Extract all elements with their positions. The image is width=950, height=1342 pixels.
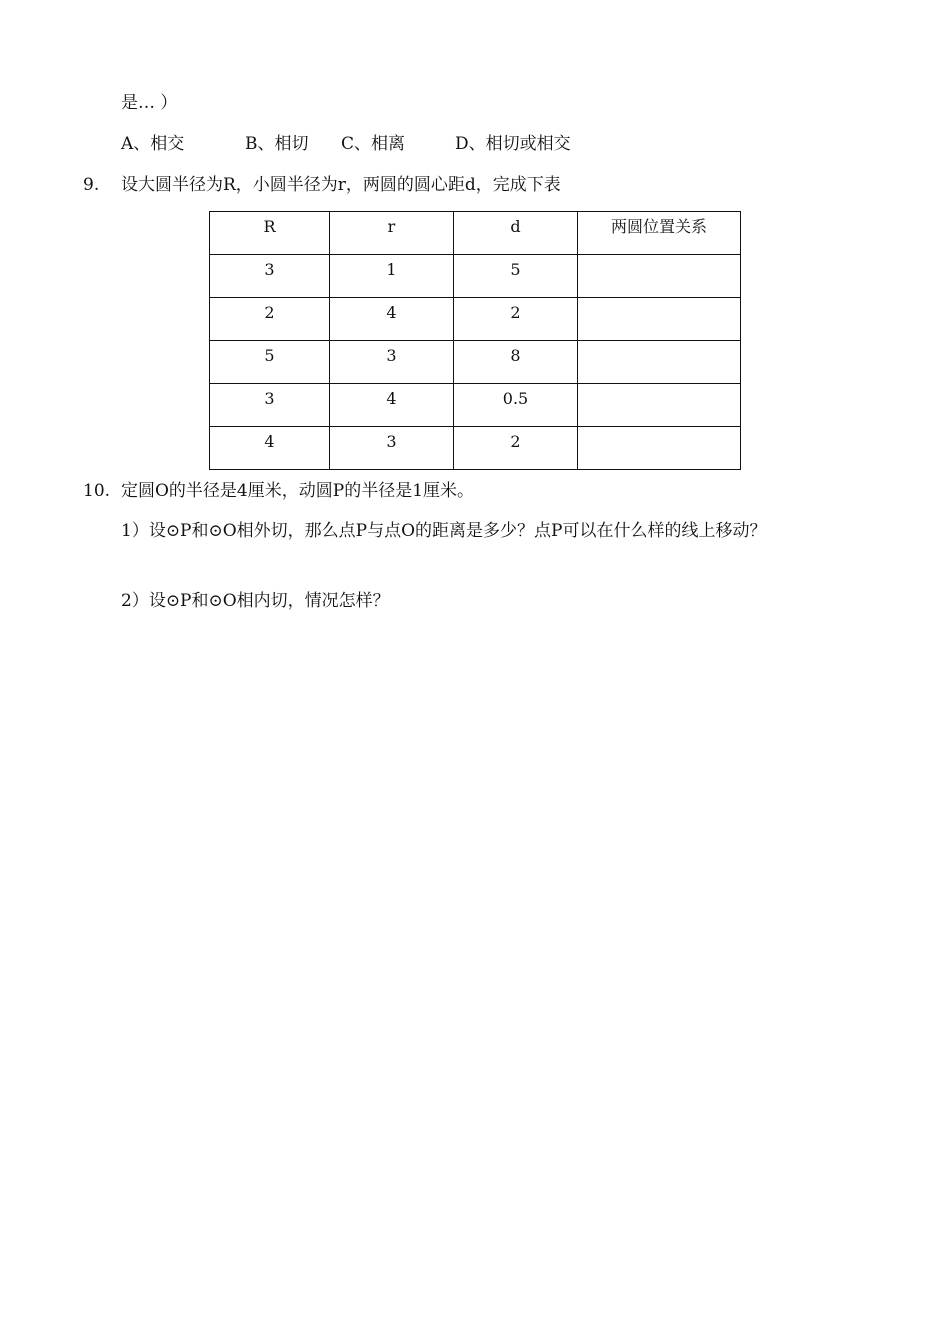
cell-d: 5	[454, 255, 578, 298]
cell-d: 2	[454, 427, 578, 470]
cell-relation	[578, 427, 741, 470]
header-r: r	[330, 212, 454, 255]
table-header-row	[210, 212, 741, 255]
cell-d: 2	[454, 298, 578, 341]
cell-r: 4	[330, 384, 454, 427]
q10-number: 10.	[83, 481, 111, 501]
cell-R: 5	[210, 341, 330, 384]
cell-r: 3	[330, 427, 454, 470]
cell-relation	[578, 255, 741, 298]
cell-r: 1	[330, 255, 454, 298]
header-d: d	[454, 212, 578, 255]
q8-option-d: D、相切或相交	[455, 134, 571, 154]
table-row	[210, 427, 741, 470]
table-row	[210, 298, 741, 341]
cell-relation	[578, 341, 741, 384]
cell-R: 3	[210, 255, 330, 298]
cell-R: 2	[210, 298, 330, 341]
table-row	[210, 255, 741, 298]
cell-d: 8	[454, 341, 578, 384]
cell-d: 0.5	[454, 384, 578, 427]
q8-continuation: 是… ）	[121, 93, 178, 113]
q10-part1: 1）设⊙P和⊙O相外切，那么点P与点O的距离是多少？点P可以在什么样的线上移动？	[121, 521, 767, 541]
q8-option-c: C、相离	[341, 134, 406, 154]
header-R: R	[210, 212, 330, 255]
cell-relation	[578, 384, 741, 427]
cell-r: 3	[330, 341, 454, 384]
position-relation-table	[209, 211, 741, 470]
q10-text: 定圆O的半径是4厘米，动圆P的半径是1厘米。	[121, 481, 475, 501]
cell-R: 3	[210, 384, 330, 427]
cell-R: 4	[210, 427, 330, 470]
header-relation: 两圆位置关系	[578, 212, 741, 255]
cell-relation	[578, 298, 741, 341]
q10-part2: 2）设⊙P和⊙O相内切，情况怎样？	[121, 591, 390, 611]
table-row	[210, 341, 741, 384]
q8-option-b: B、相切	[245, 134, 309, 154]
q9-number: 9.	[83, 175, 100, 195]
q8-option-a: A、相交	[121, 134, 185, 154]
table-row	[210, 384, 741, 427]
q9-text: 设大圆半径为R，小圆半径为r，两圆的圆心距d，完成下表	[121, 175, 561, 195]
cell-r: 4	[330, 298, 454, 341]
